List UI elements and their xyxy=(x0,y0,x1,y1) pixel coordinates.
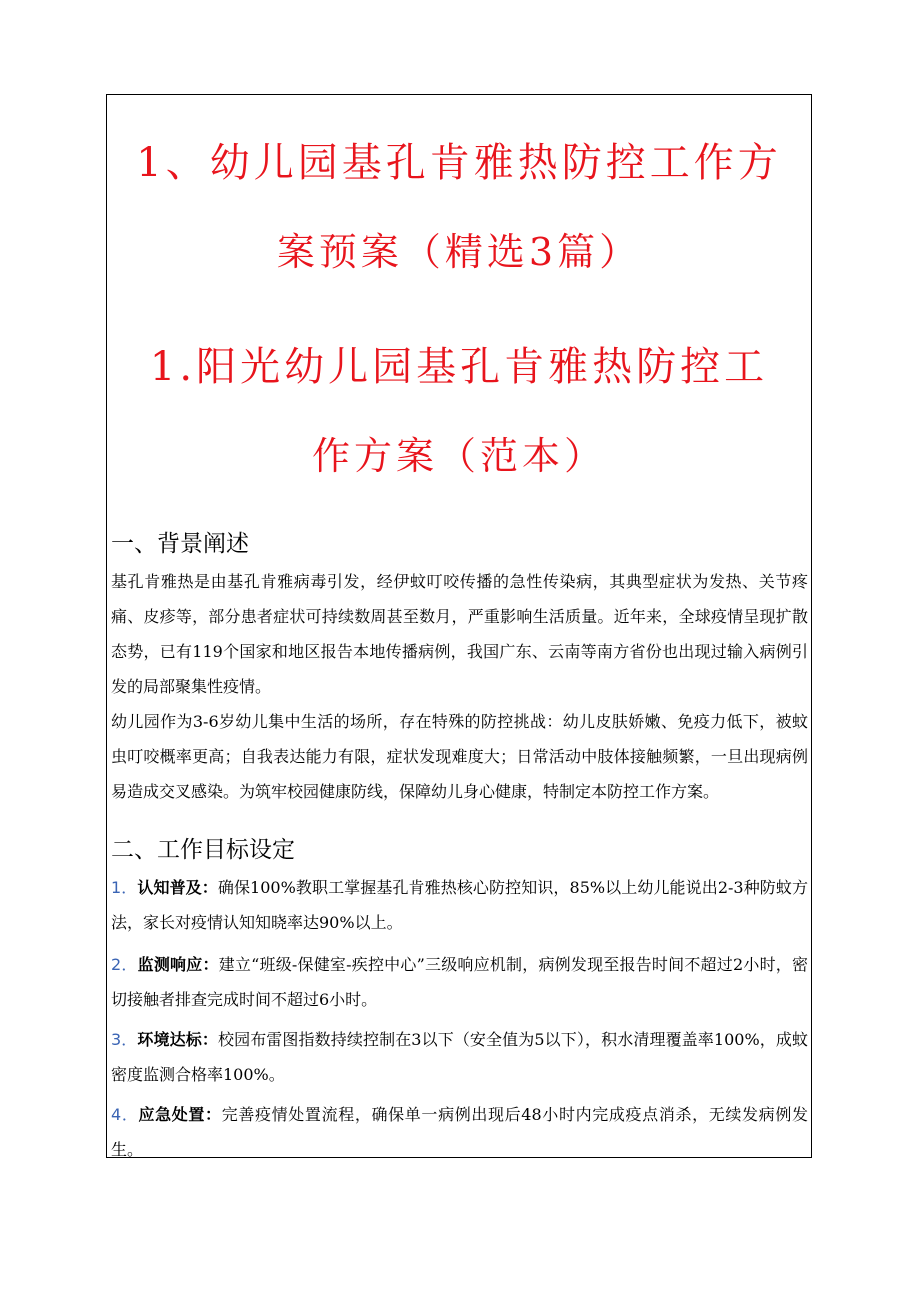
goal-number: 2． xyxy=(111,955,138,974)
goal-item xyxy=(111,870,808,940)
goal-number: 1． xyxy=(111,878,138,897)
goal-number: 4． xyxy=(111,1105,139,1124)
goal-item xyxy=(111,947,808,1017)
goal-title: 应急处置： xyxy=(138,1105,222,1124)
goal-number: 3． xyxy=(111,1030,138,1049)
section-heading-background: 一、背景阐述 xyxy=(111,531,249,557)
background-paragraph-2: 幼儿园作为3-6岁幼儿集中生活的场所，存在特殊的防控挑战：幼儿皮肤娇嫩、免疫力低下，被蚊虫叮咬概率更高；自我表达能力有限，症状发现难度大；日常活动中肢体接触频繁，一旦出现病例易造成交叉感染。为筑牢校园健康防线，保障幼儿身心健康，特制定本防控工作方案。 xyxy=(111,712,808,801)
sub-title-line-1: 1.阳光幼儿园基孔肯雅热防控工 xyxy=(149,344,769,390)
background-paragraph-1: 基孔肯雅热是由基孔肯雅病毒引发，经伊蚊叮咬传播的急性传染病，其典型症状为发热、关节疼痛、皮疹等，部分患者症状可持续数周甚至数月，严重影响生活质量。近年来，全球疫情呈现扩散态势，已有119个国家和地区报告本地传播病例，我国广东、云南等南方省份也出现过输入病例引发的局部聚集性疫情。 xyxy=(111,572,808,696)
main-title-line-1: 1、幼儿园基孔肯雅热防控工作方 xyxy=(136,140,782,186)
goal-text: 确保100%教职工掌握基孔肯雅热核心防控知识，85%以上幼儿能说出2-3种防蚊方法，家长对疫情认知知晓率达90%以上。 xyxy=(111,878,808,932)
goal-item xyxy=(111,1097,808,1167)
goal-item xyxy=(111,1022,808,1092)
goal-text: 校园布雷图指数持续控制在3以下（安全值为5以下），积水清理覆盖率100%，成蚊密度监测合格率100%。 xyxy=(111,1030,808,1084)
goal-title: 监测响应： xyxy=(137,955,219,974)
goal-title: 环境达标： xyxy=(137,1030,218,1049)
sub-title-line-2: 作方案（范本） xyxy=(311,434,606,478)
goal-title: 认知普及： xyxy=(137,878,218,897)
main-title-line-2: 案预案（精选3篇） xyxy=(276,230,642,274)
goal-text: 建立“班级-保健室-疾控中心”三级响应机制，病例发现至报告时间不超过2小时，密切接触者排查完成时间不超过6小时。 xyxy=(111,955,808,1009)
section-heading-goals: 二、工作目标设定 xyxy=(111,837,295,863)
document-frame xyxy=(106,94,812,1158)
goal-text: 完善疫情处置流程，确保单一病例出现后48小时内完成疫点消杀，无续发病例发生。 xyxy=(111,1105,808,1159)
